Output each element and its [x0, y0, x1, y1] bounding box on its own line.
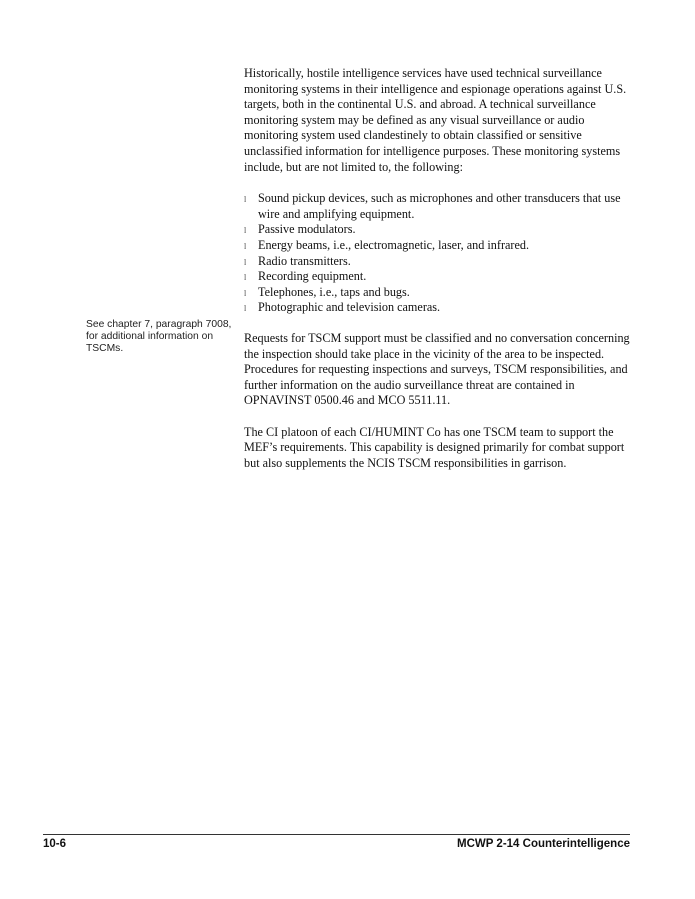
page-number: 10-6: [43, 838, 67, 850]
margin-note: See chapter 7, paragraph 7008, for additional information on TSCMs.: [86, 319, 232, 355]
bullet-icon: l: [244, 195, 247, 205]
footer-divider: [43, 834, 630, 835]
list-item: [244, 222, 634, 238]
list-item: [244, 269, 634, 285]
intro-paragraph: Historically, hostile intelligence services have used technical surveillance monitoring systems in their intelligence and espionage operations against U.S. targets, both in the continental U.S. and abroad. A technical surveillance monitoring system may be defined as any visual surveillance or audio monitoring system used clandestinely to obtain classified or sensitive unclassified information for intelligence purposes. These monitoring systems include, but are not limited to, the following:: [244, 66, 627, 174]
main-text-column: [244, 66, 634, 472]
list-item-text: Radio transmitters.: [258, 253, 351, 268]
bullet-icon: l: [244, 288, 247, 298]
publication-title: MCWP 2-14 Counterintelligence: [457, 838, 630, 850]
list-item-text: Sound pickup devices, such as microphones and other transducers that use wire and amplifying equipment.: [258, 191, 621, 221]
ci-platoon-paragraph: The CI platoon of each CI/HUMINT Co has one TSCM team to support the MEF’s requirements. This capability is designed primarily for combat support but also supplements the NCIS TSCM responsibilities in garrison.: [244, 424, 625, 471]
bullet-icon: l: [244, 226, 247, 236]
list-item-text: Passive modulators.: [258, 222, 356, 237]
bullet-icon: l: [244, 304, 247, 314]
list-item-text: Photographic and television cameras.: [258, 300, 441, 315]
list-item: [244, 238, 634, 254]
list-item: [244, 191, 634, 222]
monitoring-systems-list: [244, 191, 634, 316]
list-item: [244, 300, 634, 316]
tscm-requests-paragraph: Requests for TSCM support must be classified and no conversation concerning the inspection should take place in the vicinity of the area to be inspected. Procedures for requesting inspections and surveys, TSCM responsibilities, and further information on the audio surveillance threat are contained in OPNAVINST 0500.46 and MCO 5511.11.: [244, 330, 630, 408]
bullet-icon: l: [244, 273, 247, 283]
list-item: [244, 285, 634, 301]
bullet-icon: l: [244, 241, 247, 251]
list-item-text: Telephones, i.e., taps and bugs.: [258, 284, 410, 299]
list-item-text: Energy beams, i.e., electromagnetic, laser, and infrared.: [258, 237, 530, 252]
bullet-icon: l: [244, 257, 247, 267]
list-item: [244, 254, 634, 270]
list-item-text: Recording equipment.: [258, 269, 367, 284]
